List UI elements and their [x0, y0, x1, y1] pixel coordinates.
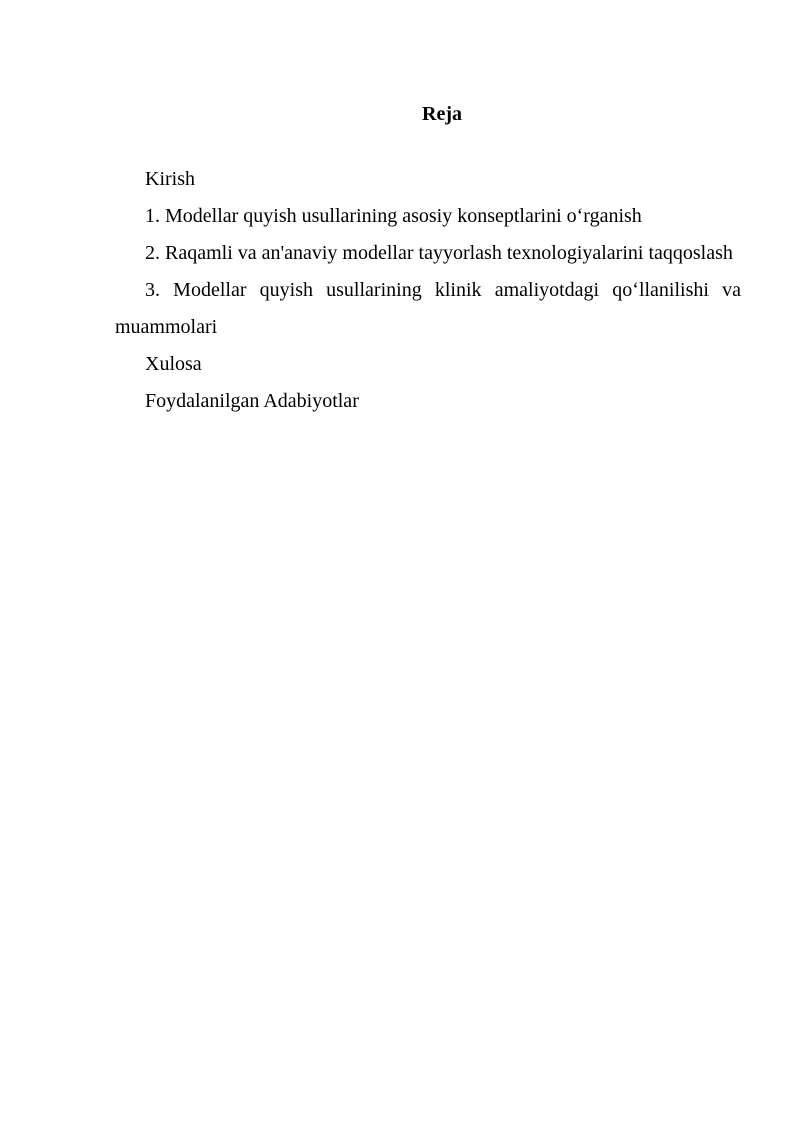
- toc-item-chapter-3: 3. Modellar quyish usullarining klinik amaliyotdagi qo‘llanilishi va muammolari: [115, 279, 741, 338]
- page-title: Reja: [422, 103, 462, 125]
- table-of-contents: [115, 161, 741, 420]
- toc-item-introduction: Kirish: [145, 168, 195, 190]
- toc-item-chapter-1: 1. Modellar quyish usullarining asosiy konseptlarini o‘rganish: [145, 205, 642, 227]
- toc-item-references: Foydalanilgan Adabiyotlar: [145, 390, 359, 412]
- toc-item-conclusion: Xulosa: [145, 353, 202, 375]
- toc-item-chapter-2: 2. Raqamli va an'anaviy modellar tayyorlash texnologiyalarini taqqoslash: [145, 242, 733, 264]
